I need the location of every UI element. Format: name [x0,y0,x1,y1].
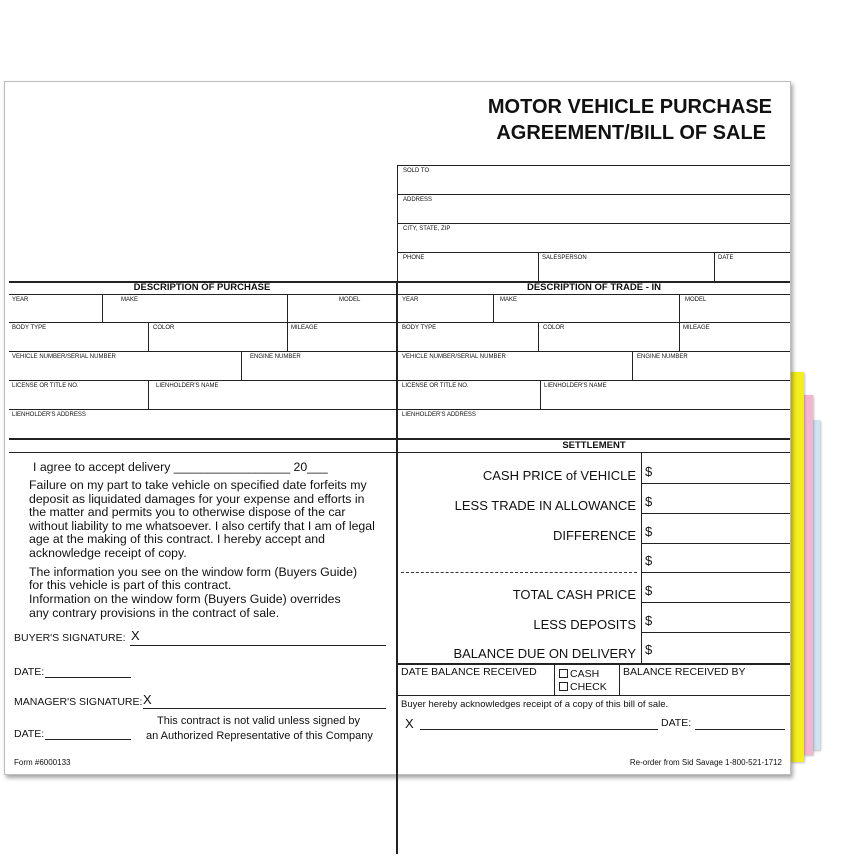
divider [554,663,555,695]
divider [148,322,149,351]
divider [9,294,790,295]
manager-signature-line[interactable] [143,708,386,709]
divider [148,380,149,409]
subtotal-dollar: $ [645,553,653,568]
buyers-guide-line3: Information on the window form (Buyers Guide) overrides [29,592,341,606]
cash-checkbox-box[interactable] [559,669,568,678]
acknowledge-date-label: DATE: [661,717,692,729]
divider [397,165,790,166]
purchase-engine-label: ENGINE NUMBER [250,354,301,360]
trade-vin-label: VEHICLE NUMBER/SERIAL NUMBER [402,354,506,360]
divider [493,294,494,322]
trade-color-label: COLOR [543,325,565,331]
divider [9,380,790,381]
check-label: CHECK [570,681,607,693]
date-balance-received-label: DATE BALANCE RECEIVED [401,666,537,678]
trade-mileage-label: MILEAGE [683,325,710,331]
trade-lienholder-address-label: LIENHOLDER'S ADDRESS [402,412,476,418]
cash-price-dollar: $ [645,464,653,479]
divider [397,223,790,224]
divider [714,252,715,281]
buyers-guide-line4: any contrary provisions in the contract of sale. [29,606,280,620]
total-cash-price-dollar: $ [645,583,653,598]
cash-price-label: CASH PRICE of VEHICLE [482,468,636,483]
manager-date-label: DATE: [14,728,45,740]
divider [679,322,680,351]
divider [397,695,790,696]
settlement-x: X [405,716,414,731]
total-cash-price-label: TOTAL CASH PRICE [512,587,636,602]
balance-received-by-label: BALANCE RECEIVED BY [623,666,746,678]
divider [287,322,288,351]
purchase-color-label: COLOR [153,325,175,331]
trade-license-label: LICENSE OR TITLE NO. [402,383,469,389]
subtotal-field[interactable] [641,572,790,573]
divider [9,322,790,323]
divider [632,351,633,380]
purchase-lienholder-name-label: LIENHOLDER'S NAME [156,383,219,389]
buyer-date-label: DATE [718,255,734,261]
buyer-date-line[interactable] [45,677,131,678]
accept-delivery-line: I agree to accept delivery _________________ 20___ [33,460,328,474]
trade-allowance-label: LESS TRADE IN ALLOWANCE [454,498,636,513]
purchase-year-label: YEAR [12,297,29,303]
divider [397,194,790,195]
trade-body-type-label: BODY TYPE [402,325,437,331]
divider [9,452,790,453]
buyer-block-left-border [397,165,398,284]
divider [241,351,242,380]
trade-lienholder-name-label: LIENHOLDER'S NAME [544,383,607,389]
purchase-vin-label: VEHICLE NUMBER/SERIAL NUMBER [12,354,116,360]
divider [102,294,103,322]
address-label: ADDRESS [403,197,433,203]
purchase-lienholder-address-label: LIENHOLDER'S ADDRESS [12,412,86,418]
buyer-signature-line[interactable] [130,645,386,646]
carbon-copy-blue [812,420,820,750]
divider [287,294,288,322]
bill-of-sale-form [4,81,791,775]
balance-due-label: BALANCE DUE ON DELIVERY [453,646,636,661]
cash-checkbox[interactable] [559,668,599,680]
purchase-model-label: MODEL [339,297,361,303]
trade-year-label: YEAR [402,297,419,303]
not-valid-line1: This contract is not valid unless signed by [157,715,360,727]
buyers-guide-line2: for this vehicle is part of this contract. [29,578,232,592]
forfeit-paragraph: Failure on my part to take vehicle on specified date forfeits my deposit as liquidated damages for your expense and efforts in the matter and permits you to otherwise dispose of the car without liability to me whatsoever. I also certify that I am of legal age at the making of this contract. I hereby accept and acknowledge receipt of copy. [29,478,375,560]
salesperson-label: SALESPERSON [542,255,587,261]
difference-field[interactable] [641,543,790,544]
manager-date-line[interactable] [45,739,131,740]
purchase-mileage-label: MILEAGE [291,325,318,331]
acknowledge-signature-line[interactable] [420,729,658,730]
less-deposits-label: LESS DEPOSITS [533,617,636,632]
form-title-line1: MOTOR VEHICLE PURCHASE [487,96,772,118]
less-deposits-dollar: $ [645,613,653,628]
city-state-zip-label: CITY, STATE, ZIP [403,226,451,232]
less-deposits-field[interactable] [641,632,790,633]
divider [9,351,790,352]
cash-label: CASH [570,668,600,680]
total-cash-price-field[interactable] [641,602,790,603]
buyer-signature-x: X [131,628,140,643]
divider [9,409,790,410]
center-divider [396,281,398,854]
carbon-copy-yellow [790,372,804,762]
divider [538,322,539,351]
sold-to-label: SOLD TO [403,168,430,174]
trade-allowance-field[interactable] [641,513,790,514]
divider [538,252,539,281]
purchase-license-label: LICENSE OR TITLE NO. [12,383,79,389]
settlement-header: SETTLEMENT [562,440,626,451]
trade-make-label: MAKE [500,297,518,303]
check-checkbox-box[interactable] [559,682,568,691]
divider [679,294,680,322]
trade-in-header: DESCRIPTION OF TRADE - IN [526,282,662,293]
buyers-guide-line1: The information you see on the window form (Buyers Guide) [29,565,358,579]
divider [397,663,790,665]
carbon-copy-pink [803,395,813,755]
reorder-text: Re-order from Sid Savage 1-800-521-1712 [629,758,782,767]
purchase-body-type-label: BODY TYPE [12,325,47,331]
trade-allowance-dollar: $ [645,494,653,509]
balance-due-dollar: $ [645,642,653,657]
difference-label: DIFFERENCE [552,528,636,543]
trade-engine-label: ENGINE NUMBER [637,354,688,360]
difference-dollar: $ [645,524,653,539]
check-checkbox[interactable] [559,681,607,693]
buyer-signature-label: BUYER'S SIGNATURE: [14,632,126,644]
purchase-header: DESCRIPTION OF PURCHASE [133,282,271,293]
divider [540,380,541,409]
not-valid-line2: an Authorized Representative of this Company [146,730,373,742]
trade-model-label: MODEL [685,297,707,303]
divider [619,663,620,695]
acknowledge-date-line[interactable] [695,729,785,730]
settlement-dashed-divider [401,572,637,573]
cash-price-field[interactable] [641,483,790,484]
phone-label: PHONE [403,255,425,261]
manager-signature-x: X [143,692,152,707]
form-number: Form #6000133 [14,758,71,767]
purchase-make-label: MAKE [121,297,139,303]
form-title-line2: AGREEMENT/BILL OF SALE [496,122,766,144]
acknowledge-text: Buyer hereby acknowledges receipt of a copy of this bill of sale. [401,699,669,710]
divider [397,252,790,253]
manager-signature-label: MANAGER'S SIGNATURE: [14,696,143,708]
buyer-date-label: DATE: [14,666,45,678]
